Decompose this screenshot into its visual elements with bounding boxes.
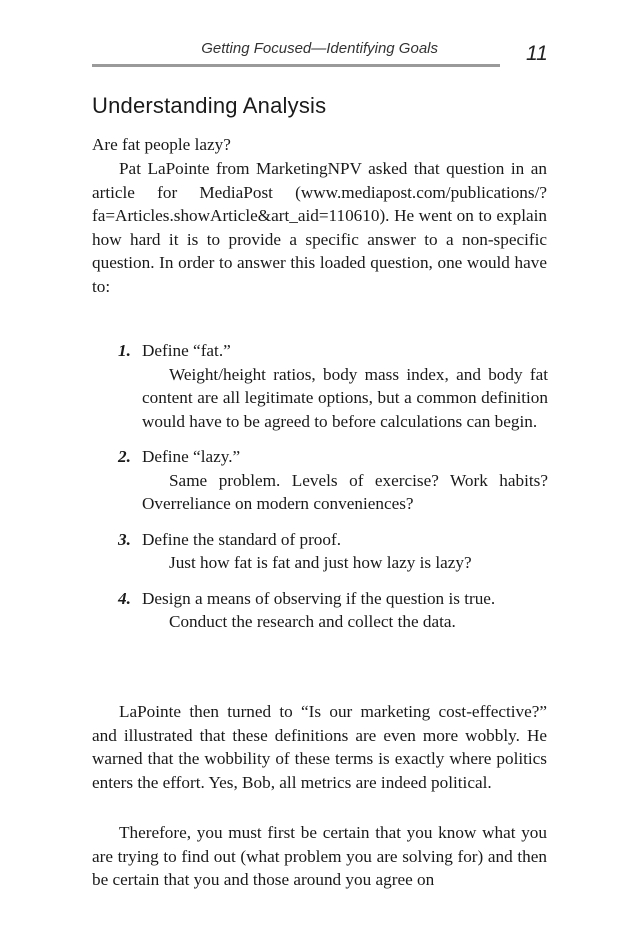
step-detail: Conduct the research and collect the data. [169, 612, 456, 631]
step-title: Define “fat.” [142, 341, 231, 360]
running-header [92, 38, 500, 67]
opening-question: Are fat people lazy? [92, 135, 231, 154]
step-number: 2. [118, 447, 131, 466]
step-detail: Weight/height ratios, body mass index, and body fat content are all legitimate options, but a common definition would have to be agreed to before calculations can begin. [142, 364, 548, 431]
list-item [118, 587, 548, 634]
list-item [118, 528, 548, 575]
step-detail: Just how fat is fat and just how lazy is lazy? [169, 553, 472, 572]
intro-paragraph: Pat LaPointe from MarketingNPV asked that question in an article for MediaPost (www.mediapost.com/publications/?fa=Articles.showArticle&art_aid=110610). He went on to explain how hard it is to provide a specific answer to a non-specific question. In order to answer this loaded question, one would have to: [92, 159, 547, 296]
followup-paragraph: LaPointe then turned to “Is our marketing cost-effective?” and illustrated that these definitions are even more wobbly. He warned that the wobbility of these terms is exactly where politics enters the effort. Yes, Bob, all metrics are indeed political. [92, 702, 547, 792]
step-title: Define the standard of proof. [142, 529, 342, 549]
step-detail: Same problem. Levels of exercise? Work habits? Overreliance on modern conveniences? [142, 470, 548, 513]
step-number: 3. [118, 529, 131, 549]
step-title: Design a means of observing if the question is true. [142, 588, 496, 608]
running-title: Getting Focused—Identifying Goals [201, 40, 438, 57]
list-item [118, 445, 548, 516]
page-number: 11 [526, 42, 548, 65]
step-title: Define “lazy.” [142, 447, 241, 466]
section-heading: Understanding Analysis [92, 93, 327, 118]
list-item [118, 339, 548, 433]
steps-list [118, 339, 548, 646]
step-number: 1. [118, 341, 131, 360]
conclusion-paragraph: Therefore, you must first be certain that you know what you are trying to find out (what problem you are solving for) and then be certain that you and those around you agree on [92, 823, 547, 889]
step-number: 4. [118, 588, 131, 608]
